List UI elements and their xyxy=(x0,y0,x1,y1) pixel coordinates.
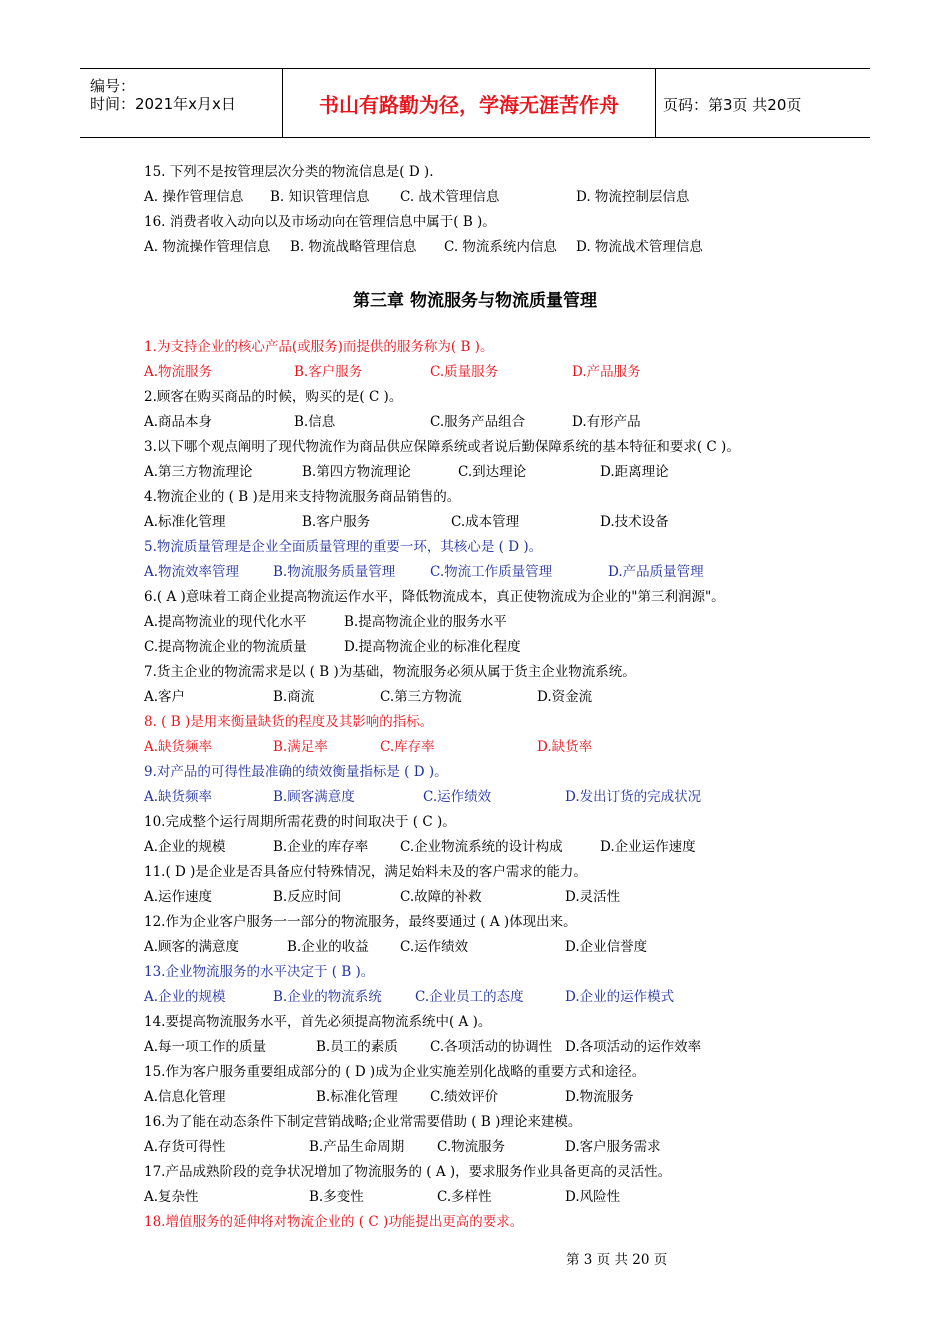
answer-option: A.信息化管理 xyxy=(144,1089,226,1105)
question-text: 11.( D )是企业是否具备应付特殊情况，满足始料未及的客户需求的能力。 xyxy=(144,864,587,880)
question-text: 18.增值服务的延伸将对物流企业的 ( C )功能提出更高的要求。 xyxy=(144,1214,524,1230)
answer-option: C.企业员工的态度 xyxy=(415,989,524,1005)
question-text: 8. ( B )是用来衡量缺货的程度及其影响的指标。 xyxy=(144,714,434,730)
answer-option: D.企业的运作模式 xyxy=(565,989,675,1005)
answer-option: D.发出订货的完成状况 xyxy=(565,789,702,805)
question-text: 12.作为企业客户服务一一部分的物流服务，最终要通过 ( A )体现出来。 xyxy=(144,914,577,930)
answer-option: D.各项活动的运作效率 xyxy=(565,1039,702,1055)
question-text: 2.顾客在购买商品的时候，购买的是( C )。 xyxy=(144,389,403,405)
header-motto-cell xyxy=(282,69,656,137)
answer-option: B.提高物流企业的服务水平 xyxy=(344,614,507,630)
answer-option: A.企业的规模 xyxy=(144,839,226,855)
header-page-code: 页码：第3页 共20页 xyxy=(663,96,802,114)
answer-option: D.风险性 xyxy=(565,1189,621,1205)
answer-option: D.企业运作速度 xyxy=(600,839,696,855)
answer-option: C.到达理论 xyxy=(458,464,527,480)
answer-option: D.技术设备 xyxy=(600,514,669,530)
answer-option: A.企业的规模 xyxy=(144,989,226,1005)
question-text: 17.产品成熟阶段的竞争状况增加了物流服务的 ( A )，要求服务作业具备更高的灵活性。 xyxy=(144,1164,672,1180)
answer-option: C.运作绩效 xyxy=(423,789,492,805)
header-motto: 书山有路勤为径，学海无涯苦作舟 xyxy=(319,93,619,117)
answer-option: A.提高物流业的现代化水平 xyxy=(144,614,307,630)
answer-option: C.物流服务 xyxy=(437,1139,506,1155)
answer-option: A.客户 xyxy=(144,689,186,705)
answer-option: C.质量服务 xyxy=(430,364,499,380)
answer-option: B.商流 xyxy=(273,689,315,705)
answer-option: A.缺货频率 xyxy=(144,789,213,805)
question-text: 15. 下列不是按管理层次分类的物流信息是( D ). xyxy=(144,164,434,180)
answer-option: B.员工的素质 xyxy=(316,1039,398,1055)
answer-option: B.物流服务质量管理 xyxy=(273,564,396,580)
question-text: 16. 消费者收入动向以及市场动向在管理信息中属于( B )。 xyxy=(144,214,496,230)
answer-option: D.缺货率 xyxy=(537,739,593,755)
answer-option: C.成本管理 xyxy=(451,514,520,530)
answer-option: D.产品质量管理 xyxy=(608,564,704,580)
answer-option: C.提高物流企业的物流质量 xyxy=(144,639,307,655)
answer-option: D.物流服务 xyxy=(565,1089,634,1105)
answer-option: C.运作绩效 xyxy=(400,939,469,955)
answer-option: A.顾客的满意度 xyxy=(144,939,240,955)
answer-option: C.物流工作质量管理 xyxy=(430,564,553,580)
answer-option: D.有形产品 xyxy=(572,414,641,430)
question-text: 4.物流企业的 ( B )是用来支持物流服务商品销售的。 xyxy=(144,489,461,505)
answer-option: A.第三方物流理论 xyxy=(144,464,253,480)
answer-option: D.产品服务 xyxy=(572,364,641,380)
question-text: 16.为了能在动态条件下制定营销战略;企业常需要借助 ( B )理论来建模。 xyxy=(144,1114,582,1130)
answer-option: A. 操作管理信息 xyxy=(144,189,244,205)
answer-option: B.产品生命周期 xyxy=(309,1139,405,1155)
answer-option: C.服务产品组合 xyxy=(430,414,526,430)
answer-option: A.物流服务 xyxy=(144,364,213,380)
answer-option: C.绩效评价 xyxy=(430,1089,499,1105)
document-date: 时间：2021年x月x日 xyxy=(90,95,236,113)
answer-option: D.资金流 xyxy=(537,689,593,705)
answer-option: B.满足率 xyxy=(273,739,328,755)
document-number-label: 编号： xyxy=(90,77,136,95)
answer-option: B.第四方物流理论 xyxy=(302,464,411,480)
question-text: 7.货主企业的物流需求是以 ( B )为基础，物流服务必须从属于货主企业物流系统。 xyxy=(144,664,636,680)
question-text: 10.完成整个运行周期所需花费的时间取决于 ( C )。 xyxy=(144,814,456,830)
header-info-cell xyxy=(80,69,282,137)
question-text: 1.为支持企业的核心产品(或服务)而提供的服务称为( B )。 xyxy=(144,339,494,355)
answer-option: A.缺货频率 xyxy=(144,739,213,755)
answer-option: D.灵活性 xyxy=(565,889,621,905)
question-text: 3.以下哪个观点阐明了现代物流作为商品供应保障系统或者说后勤保障系统的基本特征和要求( C )。 xyxy=(144,439,740,455)
question-text: 15.作为客户服务重要组成部分的 ( D )成为企业实施差别化战略的重要方式和途径。 xyxy=(144,1064,646,1080)
answer-option: C.库存率 xyxy=(380,739,435,755)
answer-option: B.客户服务 xyxy=(294,364,363,380)
answer-option: D.提高物流企业的标准化程度 xyxy=(344,639,521,655)
answer-option: C.多样性 xyxy=(437,1189,492,1205)
answer-option: C.故障的补救 xyxy=(400,889,482,905)
answer-option: B.标准化管理 xyxy=(316,1089,398,1105)
answer-option: B. 物流战略管理信息 xyxy=(290,239,417,255)
question-text: 6.( A )意味着工商企业提高物流运作水平，降低物流成本，真正使物流成为企业的"第三利润源"。 xyxy=(144,589,725,605)
question-text: 14.要提高物流服务水平，首先必须提高物流系统中( A )。 xyxy=(144,1014,492,1030)
answer-option: A.运作速度 xyxy=(144,889,213,905)
answer-option: B.信息 xyxy=(294,414,336,430)
question-text: 13.企业物流服务的水平决定于 ( B )。 xyxy=(144,964,375,980)
answer-option: C.企业物流系统的设计构成 xyxy=(400,839,563,855)
answer-option: D. 物流战术管理信息 xyxy=(576,239,703,255)
answer-option: D.客户服务需求 xyxy=(565,1139,661,1155)
answer-option: B.顾客满意度 xyxy=(273,789,355,805)
answer-option: B.多变性 xyxy=(309,1189,364,1205)
answer-option: C.各项活动的协调性 xyxy=(430,1039,553,1055)
answer-option: A.标准化管理 xyxy=(144,514,226,530)
answer-option: C.第三方物流 xyxy=(380,689,462,705)
page-footer: 第 3 页 共 20 页 xyxy=(566,1252,668,1268)
answer-option: D.企业信誉度 xyxy=(565,939,648,955)
answer-option: A.商品本身 xyxy=(144,414,213,430)
answer-option: C. 战术管理信息 xyxy=(400,189,500,205)
question-text: 9.对产品的可得性最准确的绩效衡量指标是 ( D )。 xyxy=(144,764,448,780)
page-header xyxy=(80,68,870,138)
answer-option: C. 物流系统内信息 xyxy=(444,239,557,255)
answer-option: A.物流效率管理 xyxy=(144,564,240,580)
question-text: 5.物流质量管理是企业全面质量管理的重要一环，其核心是 ( D )。 xyxy=(144,539,543,555)
chapter-title: 第三章 物流服务与物流质量管理 xyxy=(353,291,597,311)
answer-option: D. 物流控制层信息 xyxy=(576,189,690,205)
answer-option: D.距离理论 xyxy=(600,464,669,480)
answer-option: B.企业的库存率 xyxy=(273,839,369,855)
answer-option: B. 知识管理信息 xyxy=(270,189,370,205)
answer-option: A. 物流操作管理信息 xyxy=(144,239,271,255)
answer-option: A.每一项工作的质量 xyxy=(144,1039,267,1055)
answer-option: A.存货可得性 xyxy=(144,1139,226,1155)
answer-option: A.复杂性 xyxy=(144,1189,199,1205)
answer-option: B.客户服务 xyxy=(302,514,371,530)
answer-option: B.企业的收益 xyxy=(287,939,369,955)
header-page-cell xyxy=(655,69,870,137)
answer-option: B.企业的物流系统 xyxy=(273,989,382,1005)
answer-option: B.反应时间 xyxy=(273,889,342,905)
